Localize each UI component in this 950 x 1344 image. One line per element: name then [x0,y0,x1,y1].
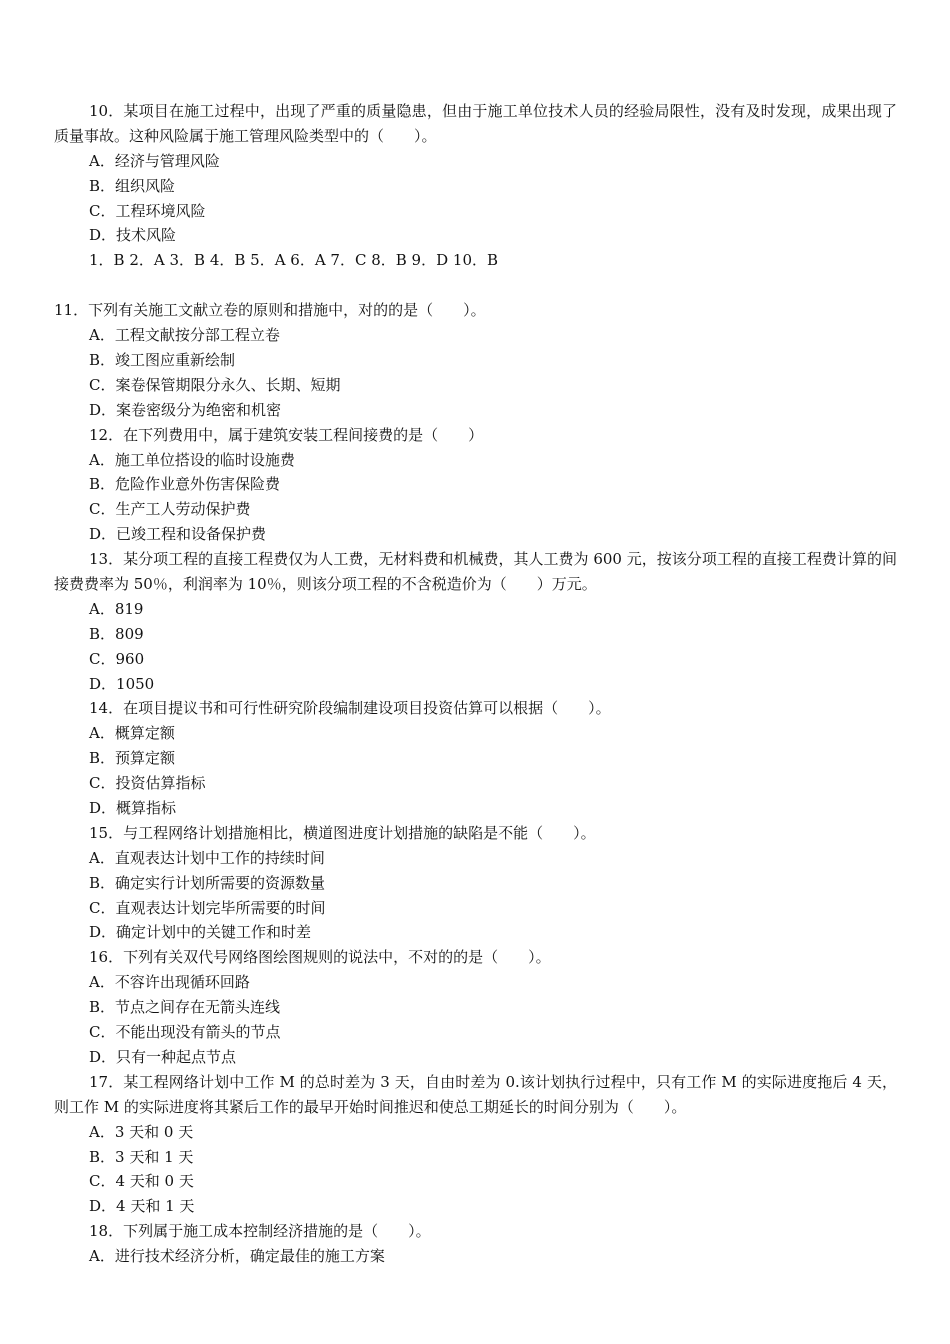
answer-option: B．组织风险 [89,176,176,195]
question-line: 1．B 2．A 3．B 4．B 5．A 6．A 7．C 8．B 9．D 10．B [89,251,499,270]
answer-option: D．已竣工程和设备保护费 [89,525,267,544]
answer-option: D．技术风险 [89,226,177,245]
answer-option: B．竣工图应重新绘制 [89,350,236,369]
answer-option: C．直观表达计划完毕所需要的时间 [89,898,326,917]
answer-option: B．3 天和 1 天 [89,1147,194,1166]
answer-option: C．960 [89,649,145,668]
question-line: 18．下列属于施工成本控制经济措施的是（ ）。 [89,1222,431,1241]
answer-option: D．1050 [89,674,155,693]
answer-option: D．概算指标 [89,799,177,817]
question-line: 14．在项目提议书和可行性研究阶段编制建设项目投资估算可以根据（ ）。 [89,699,611,718]
answer-option: A．进行技术经济分析，确定最佳的施工方案 [89,1247,385,1266]
answer-option: C．生产工人劳动保护费 [89,500,251,519]
answer-option: A．直观表达计划中工作的持续时间 [89,848,325,867]
document-body [54,99,897,1269]
question-line: 12．在下列费用中，属于建筑安装工程间接费的是（ ） [89,425,484,444]
answer-option: C．4 天和 0 天 [89,1172,194,1191]
question-paragraph: 17．某工程网络计划中工作 M 的总时差为 3 天，自由时差为 0.该计划执行过程中，只有工作 M 的实际进度拖后 4 天，则工作 M 的实际进度将其紧后工作的最早开始时间推迟和使总工期延长的时间分别为（ ）。 [54,1072,897,1116]
answer-option: D．案卷密级分为绝密和机密 [89,400,282,419]
question-line: 16．下列有关双代号网络图绘图规则的说法中，不对的的是（ ）。 [89,948,551,967]
question-paragraph: 10．某项目在施工过程中，出现了严重的质量隐患，但由于施工单位技术人员的经验局限性，没有及时发现，成果出现了质量事故。这种风险属于施工管理风险类型中的（ ）。 [54,102,897,145]
answer-option: A．经济与管理风险 [89,151,220,170]
answer-option: B．节点之间存在无箭头连线 [89,998,281,1017]
answer-option: A．3 天和 0 天 [89,1122,194,1141]
answer-option: D．只有一种起点节点 [89,1047,237,1066]
answer-option: D．确定计划中的关键工作和时差 [89,923,312,942]
answer-option: C．案卷保管期限分永久、长期、短期 [89,375,341,394]
answer-option: B．809 [89,624,144,643]
answer-option: A．概算定额 [89,724,175,743]
answer-option: A．工程文献按分部工程立卷 [89,326,280,345]
question-line: 15．与工程网络计划措施相比，横道图进度计划措施的缺陷是不能（ ）。 [89,823,596,842]
question-paragraph: 13．某分项工程的直接工程费仅为人工费，无材料费和机械费，其人工费为 600 元，按该分项工程的直接工程费计算的间接费费率为 50％，利润率为 10％，则该分项工程的不含税造价为（ ）万元。 [54,550,897,593]
answer-option: C．工程环境风险 [89,201,206,220]
answer-option: C．不能出现没有箭头的节点 [89,1023,281,1042]
answer-option: B．危险作业意外伤害保险费 [89,475,281,494]
answer-option: B．确定实行计划所需要的资源数量 [89,873,326,892]
answer-option: B．预算定额 [89,749,176,768]
answer-option: A．施工单位搭设的临时设施费 [89,450,295,469]
answer-option: A．不容许出现循环回路 [89,973,250,992]
answer-option: D．4 天和 1 天 [89,1197,195,1216]
blank-line [54,273,897,298]
answer-option: A．819 [89,599,144,618]
question-line: 11．下列有关施工文献立卷的原则和措施中，对的的是（ ）。 [54,301,486,320]
answer-option: C．投资估算指标 [89,774,206,793]
